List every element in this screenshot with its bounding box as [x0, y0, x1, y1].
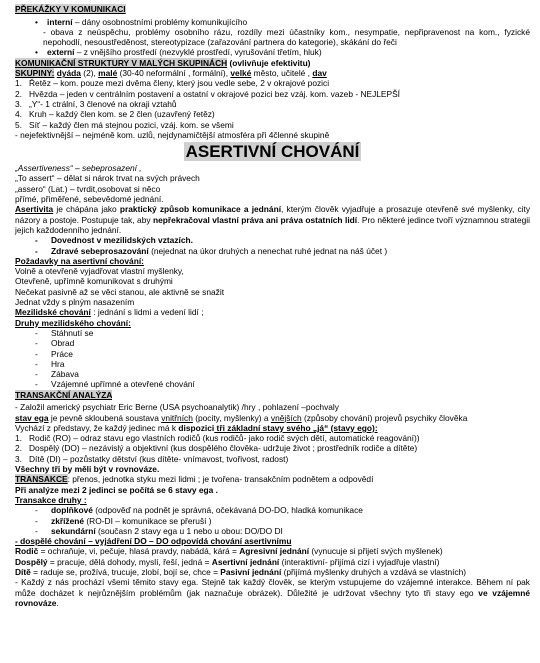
final-paragraph: - Každý z nás prochází všemi těmito stavy ega. Stejně tak každý člověk, se kterým vstupujeme do vzájemné interakce. Během ní pak může docházet k nejrůznějším problémům (jak naznačuje obrázek). Důležité je udržovat všechny tyto tři stavy ego ve vzájemné rovnováze. — [15, 577, 530, 608]
list-item: 3. „Y“- 1 ctrální, 3 členové na okraji vztahů — [15, 98, 177, 109]
list-item: Volně a otevřeně vyjadřovat vlastní myšlenky, — [15, 266, 184, 277]
heading-prekazky: PŘEKÁŽKY V KOMUNIKACI — [15, 4, 126, 14]
bullet-externi: • externí – z vnějšího prostředí (nezvyklé prostředí, vyrušování třetím, hluk) — [35, 47, 322, 58]
line-assero: „assero“ (Lat.) – tvrdit,osobovat si něco — [15, 183, 161, 194]
transakce-line: TRANSAKCE: přenos, jednotka styku mezi lidmi ; je tvořena- transakčním podnětem a odpovědí — [15, 474, 374, 485]
list-item: - doplňkové (odpověď na podnět je správná, očekávaná DO-DO, hladká komunikace — [35, 505, 363, 516]
list-item: 4. Kruh – každý člen kom. se 2 člen (uzavřený řetěz) — [15, 109, 215, 120]
skupiny-line: SKUPINY: dyáda (2), malé (30-40 neformální , formální), velké město, učitelé , dav — [15, 68, 327, 79]
list-item: - Vzájemné upřímné a otevřené chování — [35, 379, 195, 390]
mezilidske-line: Mezilidské chování : jednání s lidmi a vedení lidí ; — [15, 307, 204, 318]
vychazi-line: Vychází z představy, že každý jedinec má k dispozici tři základní stavy svého „já“ (stavy ego): — [15, 422, 378, 433]
list-item: - Práce — [35, 348, 73, 359]
list-item: Nečekat pasivně až se věci stanou, ale aktivně se snažit — [15, 286, 225, 297]
list-item: 1. Řetěz – kom. pouze mezi dvěma členy, který jsou vedle sebe, 2 v okrajové pozici — [15, 78, 330, 89]
line-assertiveness: „Assertiveness“ – sebeprosazení , — [15, 163, 142, 174]
list-item: - Hra — [35, 358, 65, 369]
dash-item-dovednost: - Dovednost v mezilidských vztazích. — [35, 235, 193, 246]
interni-detail: - obava z neúspěchu, problémy osobního rázu, rozdíly mezi účastníky kom., nesympatie, nepřipravenost na kom., fyzické nepohodlí, nesoustředěnost, stereotypizace (zařazování partnera do kategorie), skákání do řeči — [43, 26, 530, 48]
heading-pozadavky: Požadavky na asertivní chování: — [15, 255, 144, 266]
list-item: Otevřeně, upřímně komunikovat s druhými — [15, 276, 173, 287]
heading-druhy-chovani: Druhy mezilidského chování: — [15, 317, 131, 328]
line-prime: přímé, přiměřené, sebevědomé jednání. — [15, 194, 164, 205]
rovnovaha-line: Všechny tři by měli být v rovnováze. — [15, 464, 160, 475]
dospele-chovani-line: - dospělé chování – vyjádření DO – DO odpovídá chování asertivnímu — [15, 536, 292, 547]
line-to-assert: „To assert“ – dělat si nárok trvat na svých právech — [15, 173, 200, 184]
document — [15, 4, 530, 608]
list-item: Jednat vždy s plným nasazením — [15, 297, 135, 308]
list-item: 3. Dítě (DI) – pozůstatky dětství (kus dítěte- vnímavost, tvořivost, radost) — [15, 453, 289, 464]
list-item: 2. Hvězda – jeden v centrálním postavení a ostatní v okrajové pozici bez vzáj. kom. vazeb - NEJLEPŠÍ — [15, 88, 401, 99]
stav-ega-line: stav ega je pevně skloubená soustava vnitřních (pocity, myšlenky) a vnějších (způsoby chování) projevů psychiky člověka — [15, 412, 468, 423]
list-item: - zkřížené (RO-DI – komunikace se přeruší ) — [35, 515, 212, 526]
page-title: ASERTIVNÍ CHOVÁNÍ — [185, 142, 360, 162]
struktury-list — [15, 78, 530, 129]
dite-line: Dítě = raduje se, prožívá, trucuje, zlobí, bojí se, chce = Pasivní jednání (přijímá myšlenky druhých a vzdává se vlastních) — [15, 567, 467, 578]
bullet-icon: • — [35, 47, 38, 58]
list-item: 5. Síť – každý člen má stejnou pozici, vzáj. kom. se všemi — [15, 119, 234, 130]
rodic-line: Rodič = ochraňuje, vi, pečuje, hlasá pravdy, nabádá, kárá = Agresivní jednání (vynucuje si přijetí svých myšlenek) — [15, 546, 443, 557]
bullet-icon: • — [35, 16, 38, 27]
bullet-interni: • interní – dány osobnostními problémy komunikujícího — [35, 16, 248, 27]
list-item: - sekundární (současn 2 stavy ega u 1 nebo u obou: DO/DO DI — [35, 525, 283, 536]
dospely-line: Dospělý = pracuje, dělá dohody, myslí, řeší, jedná = Asertivní jednání (interaktivní- přijímá cizí i vyjadřuje vlastní) — [15, 556, 440, 567]
list-item: - Zábava — [35, 369, 79, 380]
asertivita-definition: Asertivita je chápána jako praktický způsob komunikace a jednání, kterým člověk vyjadřuje a prosazuje otevřeně své myšlenky, city názory a postoje. Postupuje tak, aby nepřekračoval vlastní práva ani práva ostatních lidí. Pro některé jedince tvoří významnou strategii jejich každodenního jednání. — [15, 204, 531, 235]
heading-struktury: KOMUNIKAČNÍ STRUKTURY V MALÝCH SKUPINÁCH (ovlivňuje efektivitu) — [15, 57, 311, 68]
struktury-note: - nejefektivnější – nejméně kom. uzlů, nejdynamičtější atmosféra při 4členné skupině — [15, 129, 330, 140]
dash-item-sebeprosazovani: - Zdravé sebeprosazování (nejednat na úkor druhých a nenechat ruhé jednat na náš účet ) — [35, 245, 388, 256]
heading-transakcni: TRANSAKČNÍ ANALÝZA — [15, 389, 113, 400]
heading-transakce-druhy: Transakce druhy : — [15, 494, 87, 505]
analyza-line: Při analýze mezi 2 jedinci se počítá se 6 stavy ega . — [15, 484, 218, 495]
list-item: 2. Dospělý (DO) – nezávislý a objektivní (kus dospělého člověka- udržuje život ; prostředník rodiče a dítěte) — [15, 443, 418, 454]
line-berne: - Založil americký psychiatr Eric Berne (USA psychoanalytik) /hry , pohlazení –pochvaly — [15, 402, 339, 413]
list-item: 1. Rodič (RO) – odraz stavu ego vlastních rodičů (kus rodičů- jako rodič svých dětí, automatické reagování)) — [15, 433, 420, 444]
list-item: - Stáhnutí se — [35, 327, 94, 338]
list-item: - Obrad — [35, 338, 75, 349]
